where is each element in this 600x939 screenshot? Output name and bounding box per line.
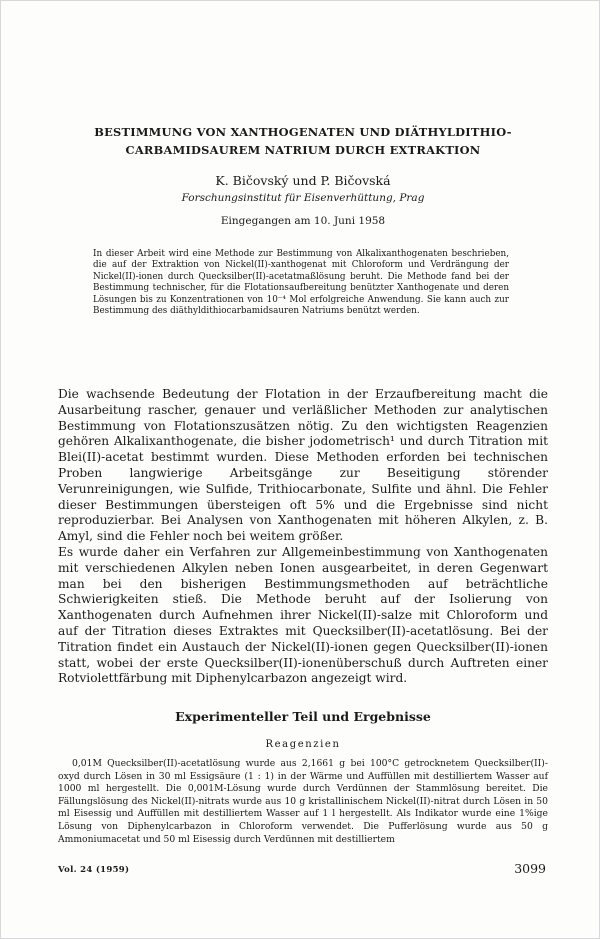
- abstract: In dieser Arbeit wird eine Methode zur Bestimmung von Alkalixanthogenaten beschrieben, die auf der Extraktion von Nickel(II)-xanthogenat mit Chloroform und Verdrängung der Nickel(II)-ionen durch Quecksilber(II)-acetatmaßlösung beruht. Die Methode fand bei der Bestimmung technischer, für die Flotationsaufbereitung benützter Xanthogenate und deren Lösungen bis zu Konzentrationen von 10⁻⁴ Mol erfolgreiche Anwendung. Sie kann auch zur Bestimmung des diäthyldithiocarbamidsauren Natriums benützt werden.: [93, 249, 509, 317]
- page-number: 3099: [514, 861, 546, 876]
- body-paragraph-2: Es wurde daher ein Verfahren zur Allgemeinbestimmung von Xanthogenaten mit verschiedenen Alkylen neben Ionen ausgearbeitet, in deren Gegenwart man bei den bisherigen Bestimmungsmethoden auf beträchtliche Schwierigkeiten stieß. Die Methode beruht auf der Isolierung von Xanthogenaten durch Aufnehmen ihrer Nickel(II)-salze mit Chloroform und auf der Titration dieses Extraktes mit Quecksilber(II)-acetatlösung. Bei der Titration findet ein Austauch der Nickel(II)-ionen gegen Quecksilber(II)-ionen statt, wobei der erste Quecksilber(II)-ionenüberschuß durch Auftreten einer Rotviolettfärbung mit Diphenylcarbazon angezeigt wird.: [58, 544, 548, 686]
- introduction: [58, 387, 548, 687]
- title-line-2: CARBAMIDSAUREM NATRIUM DURCH EXTRAKTION: [125, 143, 481, 157]
- article-title: [58, 123, 548, 159]
- section-heading: Experimenteller Teil und Ergebnisse: [175, 709, 431, 724]
- subsection-heading: Reagenzien: [265, 739, 341, 750]
- reagents-section: [58, 758, 548, 846]
- volume-label: Vol. 24 (1959): [58, 865, 130, 875]
- body-paragraph-1: Die wachsende Bedeutung der Flotation in der Erzaufbereitung macht die Ausarbeitung rascher, genauer und verläßlicher Methoden zur analytischen Bestimmung von Flotationszusätzen nötig. Zu den wichtigsten Reagenzien gehören Alkalixanthogenate, die bisher jodometrisch¹ und durch Titration mit Blei(II)-acetat bestimmt wurden. Diese Methoden erforden bei technischen Proben langwierige Arbeitsgänge zur Beseitigung störender Verunreinigungen, wie Sulfide, Trithiocarbonate, Sulfite und ähnl. Die Fehler dieser Bestimmungen übersteigen oft 5% und die Ergebnisse sind nicht reproduzierbar. Bei Analysen von Xanthogenaten mit höheren Alkylen, z. B. Amyl, sind die Fehler noch bei weitem größer.: [58, 387, 548, 544]
- author-line: K. Bičovský und P. Bičovská: [215, 173, 391, 188]
- title-line-1: BESTIMMUNG VON XANTHOGENATEN UND DIÄTHYLDITHIO-: [94, 125, 512, 139]
- received-date: Eingegangen am 10. Juni 1958: [220, 215, 386, 227]
- affiliation: Forschungsinstitut für Eisenverhüttung, Prag: [181, 192, 425, 204]
- reagents-paragraph: 0,01M Quecksilber(II)-acetatlösung wurde aus 2,1661 g bei 100°C getrocknetem Quecksilber(II)-oxyd durch Lösen in 30 ml Essigsäure (1 : 1) in der Wärme und Auffüllen mit destilliertem Wasser auf 1000 ml hergestellt. Die 0,001M-Lösung wurde durch Verdünnen der Stammlösung bereitet. Die Fällungslösung des Nickel(II)-nitrats wurde aus 10 g kristallinischem Nickel(II)-nitrat durch Lösen in 50 ml Eisessig und Auffüllen mit destilliertem Wasser auf 1 l hergestellt. Als Indikator wurde eine 1%ige Lösung von Diphenylcarbazon in Chloroform verwendet. Die Pufferlösung wurde aus 50 g Ammoniumacetat und 50 ml Eisessig durch Verdünnen mit destilliertem: [58, 758, 548, 845]
